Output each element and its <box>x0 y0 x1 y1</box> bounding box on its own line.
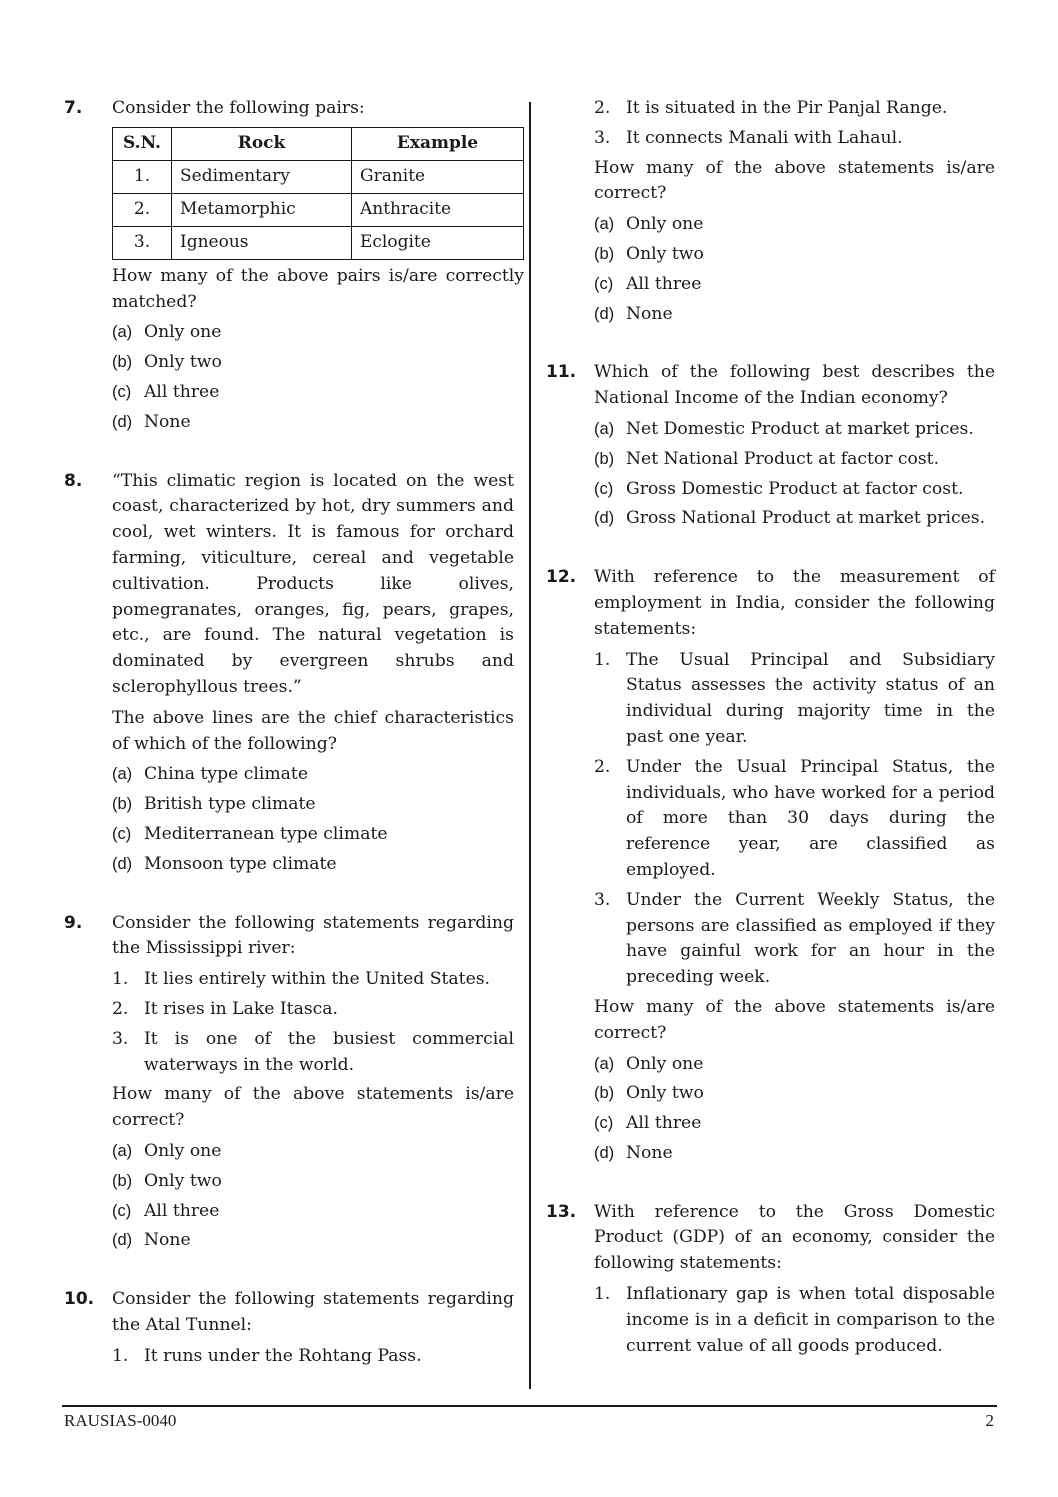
option-text: None <box>626 303 673 324</box>
option-c[interactable] <box>594 477 995 503</box>
question-ask: How many of the above statements is/are correct? <box>594 996 995 1043</box>
statement <box>112 1344 514 1370</box>
option-b[interactable] <box>594 447 995 473</box>
question-stem: With reference to the Gross Domestic Product (GDP) of an economy, consider the following statements: <box>594 1201 995 1274</box>
option-b[interactable] <box>594 1081 995 1107</box>
statement <box>112 1027 514 1079</box>
option-b[interactable] <box>112 350 524 376</box>
question-stem: Consider the following statements regarding the Mississippi river: <box>112 912 514 959</box>
option-label: (a) <box>112 1141 133 1160</box>
left-column <box>64 96 524 1402</box>
table-header-row <box>113 127 524 160</box>
statement-text: It connects Manali with Lahaul. <box>626 127 903 148</box>
statement <box>594 888 995 991</box>
table-header: Rock <box>172 127 352 160</box>
option-c[interactable] <box>594 272 995 298</box>
statement <box>112 967 514 993</box>
option-b[interactable] <box>594 242 995 268</box>
question-number: 9. <box>64 912 83 933</box>
option-label: (a) <box>594 215 615 234</box>
column-divider <box>529 102 531 1389</box>
option-text: All three <box>626 1113 702 1134</box>
right-column <box>546 96 995 1392</box>
statement-text: The Usual Principal and Subsidiary Status assesses the activity status of an individual during majority time in the past one year. <box>626 649 995 747</box>
statement-number: 1. <box>594 649 611 670</box>
option-text: None <box>626 1142 673 1163</box>
question-ask: The above lines are the chief characteristics of which of the following? <box>112 707 514 754</box>
option-text: Gross National Product at market prices. <box>626 508 986 529</box>
option-d[interactable] <box>112 410 524 436</box>
option-text: All three <box>144 381 220 402</box>
statement-text: It rises in Lake Itasca. <box>144 998 338 1019</box>
option-label: (a) <box>594 419 615 438</box>
option-label: (c) <box>594 479 614 498</box>
question-stem: Consider the following statements regarding the Atal Tunnel: <box>112 1289 514 1335</box>
option-d[interactable] <box>594 506 995 532</box>
option-label: (b) <box>594 1084 615 1103</box>
question-7 <box>64 96 524 440</box>
question-stem: Which of the following best describes the National Income of the Indian economy? <box>594 362 995 409</box>
question-number: 8. <box>64 470 83 491</box>
option-label: (b) <box>112 1171 133 1190</box>
option-b[interactable] <box>112 792 514 818</box>
statement-number: 2. <box>594 98 611 118</box>
option-text: None <box>144 411 191 432</box>
option-text: All three <box>144 1200 220 1221</box>
question-ask: How many of the above statements is/are correct? <box>112 1084 514 1131</box>
table-row <box>113 193 524 226</box>
question-10 <box>64 1287 514 1373</box>
option-label: (c) <box>112 382 132 401</box>
table-cell: Igneous <box>172 226 352 259</box>
option-text: Only one <box>626 214 704 235</box>
option-text: Only two <box>626 243 704 264</box>
table-row <box>113 226 524 259</box>
option-text: Only two <box>144 1170 222 1191</box>
option-c[interactable] <box>112 822 514 848</box>
statement-number: 3. <box>594 889 611 910</box>
option-text: Only one <box>144 1140 222 1161</box>
option-label: (d) <box>112 412 133 431</box>
question-number: 11. <box>546 362 577 383</box>
table-cell: 1. <box>113 160 172 193</box>
statement-number: 2. <box>594 756 611 777</box>
statement-text: It is one of the busiest commercial waterways in the world. <box>144 1028 514 1075</box>
statement <box>594 755 995 884</box>
question-stem: Consider the following pairs: <box>112 98 365 118</box>
option-text: Only one <box>144 322 222 343</box>
question-8 <box>64 469 514 882</box>
option-d[interactable] <box>594 1141 995 1167</box>
option-text: Net Domestic Product at market prices. <box>626 418 974 439</box>
option-label: (d) <box>594 509 615 528</box>
option-c[interactable] <box>112 1199 514 1225</box>
option-text: British type climate <box>144 794 316 815</box>
statement-number: 2. <box>112 998 129 1019</box>
statement-number: 3. <box>594 127 611 148</box>
document-code: RAUSIAS-0040 <box>64 1411 177 1430</box>
option-text: Only one <box>626 1053 704 1074</box>
question-10-continued <box>546 96 995 331</box>
table-header: S.N. <box>113 127 172 160</box>
option-a[interactable] <box>112 1139 514 1165</box>
page-number: 2 <box>985 1411 994 1430</box>
statement <box>594 96 995 122</box>
option-text: Only two <box>626 1083 704 1104</box>
option-label: (b) <box>594 244 615 263</box>
option-text: China type climate <box>144 764 308 785</box>
table-cell: Granite <box>352 160 524 193</box>
question-number: 7. <box>64 98 83 118</box>
statement-text: Under the Current Weekly Status, the persons are classified as employed if they have gainful work for an hour in the preceding week. <box>626 889 995 988</box>
option-label: (a) <box>112 323 133 342</box>
option-label: (a) <box>594 1054 615 1073</box>
statement-text: It is situated in the Pir Panjal Range. <box>626 98 948 118</box>
question-13 <box>546 1200 995 1364</box>
option-label: (c) <box>112 824 132 843</box>
option-label: (c) <box>594 274 614 293</box>
option-label: (d) <box>594 304 615 323</box>
option-text: Net National Product at factor cost. <box>626 448 940 469</box>
option-text: Monsoon type climate <box>144 853 337 874</box>
option-label: (d) <box>112 1231 133 1250</box>
option-a[interactable] <box>594 212 995 238</box>
option-label: (b) <box>112 353 133 372</box>
pairs-table <box>112 127 524 260</box>
statement-number: 1. <box>112 969 129 990</box>
statement <box>594 648 995 751</box>
option-text: Gross Domestic Product at factor cost. <box>626 478 964 499</box>
statement-number: 1. <box>112 1345 129 1366</box>
statement-text: It lies entirely within the United States. <box>144 969 491 990</box>
question-12 <box>546 565 995 1171</box>
option-a[interactable] <box>112 762 514 788</box>
statement-text: Under the Usual Principal Status, the individuals, who have worked for a period of more than 30 days during the reference year, are classified as employed. <box>626 756 995 880</box>
table-cell: 3. <box>113 226 172 259</box>
option-a[interactable] <box>594 1052 995 1078</box>
option-text: Only two <box>144 352 222 373</box>
option-text: Mediterranean type climate <box>144 823 388 844</box>
question-ask: How many of the above pairs is/are correctly matched? <box>112 265 524 312</box>
question-stem: With reference to the measurement of employment in India, consider the following statements: <box>594 567 995 639</box>
option-label: (d) <box>594 1143 615 1162</box>
option-label: (b) <box>112 795 133 814</box>
question-number: 10. <box>64 1289 95 1310</box>
question-stem: “This climatic region is located on the west coast, characterized by hot, dry summers and cool, wet winters. It is famous for orchard farming, viticulture, cereal and vegetable cultivation. Products like olives, pomegranates, oranges, fig, pears, grapes, etc., are found. The natural vegetation is dominated by evergreen shrubs and sclerophyllous trees.” <box>112 470 514 697</box>
option-d[interactable] <box>112 852 514 878</box>
option-label: (d) <box>112 854 133 873</box>
option-label: (b) <box>594 449 615 468</box>
table-cell: Anthracite <box>352 193 524 226</box>
statement-number: 1. <box>594 1284 611 1305</box>
option-c[interactable] <box>112 380 524 406</box>
footer-rule <box>62 1405 997 1407</box>
table-cell: 2. <box>113 193 172 226</box>
table-cell: Metamorphic <box>172 193 352 226</box>
option-a[interactable] <box>594 417 995 443</box>
statement <box>594 1282 995 1359</box>
table-row <box>113 160 524 193</box>
statement <box>594 126 995 152</box>
option-d[interactable] <box>112 1228 514 1254</box>
table-cell: Sedimentary <box>172 160 352 193</box>
option-text: None <box>144 1230 191 1251</box>
question-number: 12. <box>546 567 577 588</box>
question-number: 13. <box>546 1201 577 1222</box>
question-11 <box>546 360 995 536</box>
option-text: All three <box>626 273 702 294</box>
statement-number: 3. <box>112 1028 129 1049</box>
question-9 <box>64 911 514 1259</box>
question-ask: How many of the above statements is/are correct? <box>594 157 995 204</box>
table-cell: Eclogite <box>352 226 524 259</box>
option-c[interactable] <box>594 1111 995 1137</box>
table-header: Example <box>352 127 524 160</box>
option-label: (c) <box>112 1201 132 1220</box>
statement-text: It runs under the Rohtang Pass. <box>144 1345 422 1366</box>
option-label: (c) <box>594 1114 614 1133</box>
option-b[interactable] <box>112 1169 514 1195</box>
statement-text: Inflationary gap is when total disposable income is in a deficit in comparison to the current value of all goods produced. <box>626 1284 995 1356</box>
statement <box>112 997 514 1023</box>
option-d[interactable] <box>594 302 995 328</box>
option-a[interactable] <box>112 320 524 346</box>
option-label: (a) <box>112 765 133 784</box>
